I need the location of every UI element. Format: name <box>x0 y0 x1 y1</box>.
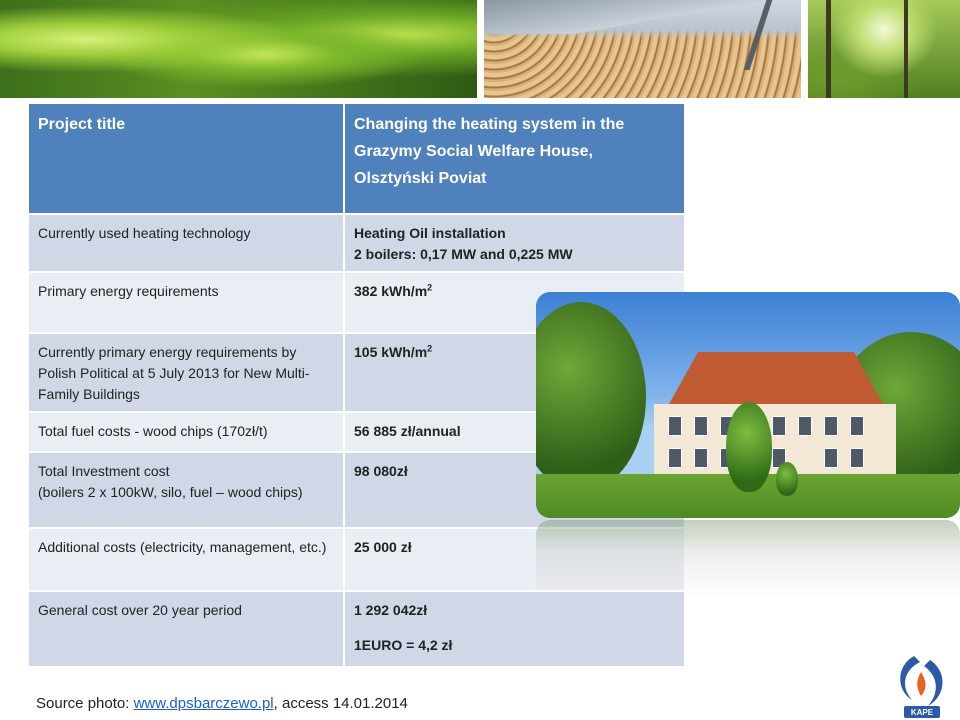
value-text: 105 kWh/m <box>354 344 428 360</box>
line-gap <box>354 621 675 635</box>
row-label: Total fuel costs - wood chips (170zł/t) <box>28 412 344 452</box>
label-line: Total Investment cost <box>38 463 170 479</box>
source-link[interactable]: www.dpsbarczewo.pl <box>133 695 274 712</box>
welfare-house-photo <box>536 292 960 518</box>
window <box>772 416 786 436</box>
value-line: 1EURO = 4,2 zł <box>354 637 453 653</box>
source-prefix: Source photo: <box>36 695 134 712</box>
small-shrub <box>776 462 798 496</box>
row-value: 25 000 zł <box>344 528 685 591</box>
value-superscript: 2 <box>427 282 433 293</box>
row-label: Currently primary energy requirements by Polish Political at 5 July 2013 for New Multi-Family Buildings <box>28 333 344 412</box>
table-row <box>28 214 685 272</box>
project-title-value: Changing the heating system in the Grazymy Social Welfare House, Olsztyński Poviat <box>344 103 685 214</box>
row-value: 98 080zł <box>344 452 685 528</box>
photo-source-note <box>36 695 408 712</box>
forest-canopy-photo <box>808 0 960 98</box>
window <box>694 448 708 468</box>
window <box>694 416 708 436</box>
value-line: Heating Oil installation <box>354 225 506 241</box>
kape-logo-icon <box>886 650 956 720</box>
window <box>824 416 838 436</box>
row-value <box>344 214 685 272</box>
window <box>850 416 864 436</box>
table-row <box>28 591 685 667</box>
window <box>824 448 838 468</box>
value-superscript: 2 <box>427 343 433 354</box>
conifer-shoots-photo <box>0 0 477 98</box>
timber-stack-photo <box>484 0 801 98</box>
window <box>668 448 682 468</box>
window <box>798 416 812 436</box>
header-label: Project title <box>28 103 344 214</box>
conifer-shrub <box>726 402 772 492</box>
table-header-row <box>28 103 685 214</box>
house-facade <box>654 404 896 480</box>
window <box>668 416 682 436</box>
window <box>850 448 864 468</box>
tree-left <box>536 302 646 492</box>
tree-trunk <box>826 0 831 98</box>
label-line: (boilers 2 x 100kW, silo, fuel – wood chips) <box>38 484 303 500</box>
row-label: Primary energy requirements <box>28 272 344 333</box>
value-text: 382 kWh/m <box>354 283 428 299</box>
row-label <box>28 452 344 528</box>
row-value: 56 885 zł/annual <box>344 412 685 452</box>
source-suffix: , access 14.01.2014 <box>273 695 408 712</box>
value-line: 1 292 042zł <box>354 602 428 618</box>
row-label: Currently used heating technology <box>28 214 344 272</box>
logo-text: KAPE <box>910 708 934 717</box>
row-label: Additional costs (electricity, management, etc.) <box>28 528 344 591</box>
warehouse-roof <box>484 0 801 34</box>
row-label: General cost over 20 year period <box>28 591 344 667</box>
value-line: 2 boilers: 0,17 MW and 0,225 MW <box>354 246 573 262</box>
row-value <box>344 591 685 667</box>
tree-trunk <box>904 0 908 98</box>
photo-reflection <box>536 520 960 600</box>
